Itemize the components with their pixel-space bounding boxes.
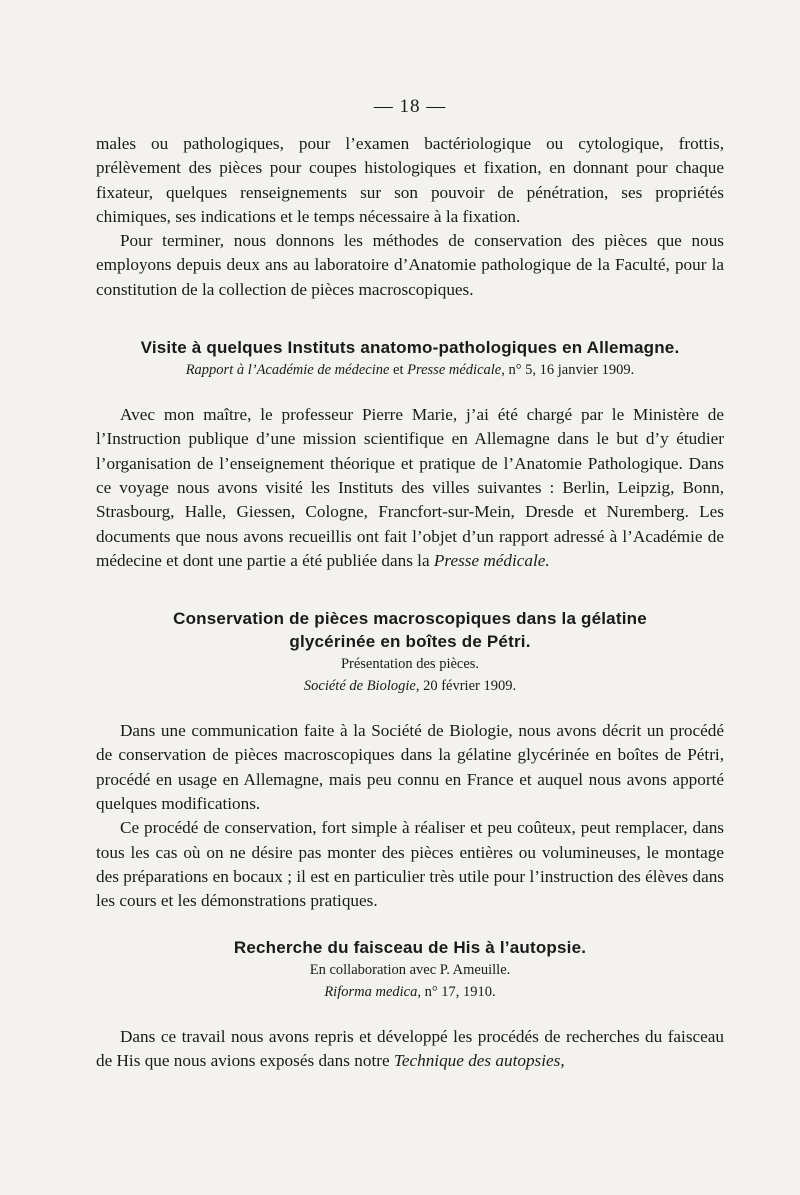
intro-paragraph-1: males ou pathologiques, pour l’examen bactériologique ou cytologique, frottis, prélèvement des pièces pour coupes histologiques et fixation, en donnant pour chaque fixateur, quelques renseignements sur son pouvoir de pénétration, ses propriétés chimiques, ses indications et le temps nécessaire à la fixation. bbox=[96, 134, 724, 226]
body-text: Avec mon maître, le professeur Pierre Marie, j’ai été chargé par le Ministère de l’Instruction publique d’une mission scientifique en Allemagne dans le but d’y étudier l’organisation de l’enseignement théorique et pratique de l’Anatomie Pathologique. Dans ce voyage nous avons visité les Instituts des villes suivantes : Berlin, Leipzig, Bonn, Strasbourg, Halle, Giessen, Cologne, Francfort-sur-Mein, Dresde et Nuremberg. Les documents que nous avons recueillis ont fait l’objet d’un rapport adressé à l’Académie de médecine et dont une partie a été publiée dans la bbox=[96, 405, 724, 570]
section-subtitle-his: En collaboration avec P. Ameuille. bbox=[309, 961, 511, 978]
body-text: Dans ce travail nous avons repris et développé les procédés de recherches du faisceau de His que nous avions exposés dans notre bbox=[96, 1026, 724, 1070]
reference-journal-2: Presse médicale, bbox=[407, 362, 505, 379]
intro-paragraph-2: Pour terminer, nous donnons les méthodes de conservation des pièces que nous employons depuis deux ans au laboratoire d’Anatomie pathologique de la Faculté, pour la constitution de la collection de pièces macroscopiques. bbox=[96, 231, 724, 299]
reference-connector: et bbox=[389, 362, 408, 379]
body-emphasis: Presse médicale. bbox=[433, 550, 550, 570]
section-reference-his bbox=[96, 981, 724, 1003]
section-body-conservation-2: Ce procédé de conservation, fort simple à réaliser et peu coûteux, peut remplacer, dans tous les cas où on ne désire pas monter des pièces entières ou volumineuses, le montage des préparations en bocaux ; il est en particulier très utile pour l’instruction des élèves dans les cours et les démonstrations pratiques. bbox=[96, 818, 724, 911]
reference-details: 20 février 1909. bbox=[419, 678, 517, 695]
page-number: — 18 — bbox=[373, 96, 447, 117]
document-page bbox=[96, 96, 724, 1073]
body-emphasis: Technique des autopsies, bbox=[393, 1050, 565, 1070]
reference-details: n° 5, 16 janvier 1909. bbox=[504, 362, 635, 379]
section-title-visite: Visite à quelques Instituts anatomo-pathologiques en Allemagne. bbox=[140, 338, 680, 358]
section-body-his bbox=[96, 1025, 724, 1074]
section-reference-conservation bbox=[96, 675, 724, 697]
reference-details: n° 17, 1910. bbox=[420, 983, 496, 1000]
title-line-2: glycérinée en boîtes de Pétri. bbox=[289, 632, 531, 652]
reference-journal: Société de Biologie, bbox=[303, 678, 420, 695]
section-title-his: Recherche du faisceau de His à l’autopsie. bbox=[233, 937, 587, 957]
section-title-conservation bbox=[96, 607, 724, 653]
title-line-1: Conservation de pièces macroscopiques dans la gélatine bbox=[173, 609, 647, 629]
section-subtitle-conservation: Présentation des pièces. bbox=[340, 656, 480, 673]
section-body-conservation-1: Dans une communication faite à la Société de Biologie, nous avons décrit un procédé de conservation de pièces macroscopiques dans la gélatine glycérinée en boîtes de Pétri, procédé en usage en Allemagne, mais peu connu en France et auquel nous avons apporté quelques modifications. bbox=[96, 721, 724, 814]
section-reference-visite bbox=[96, 359, 724, 381]
reference-journal: Rapport à l’Académie de médecine bbox=[185, 362, 390, 379]
section-body-visite bbox=[96, 403, 724, 573]
reference-journal: Riforma medica, bbox=[324, 983, 421, 1000]
